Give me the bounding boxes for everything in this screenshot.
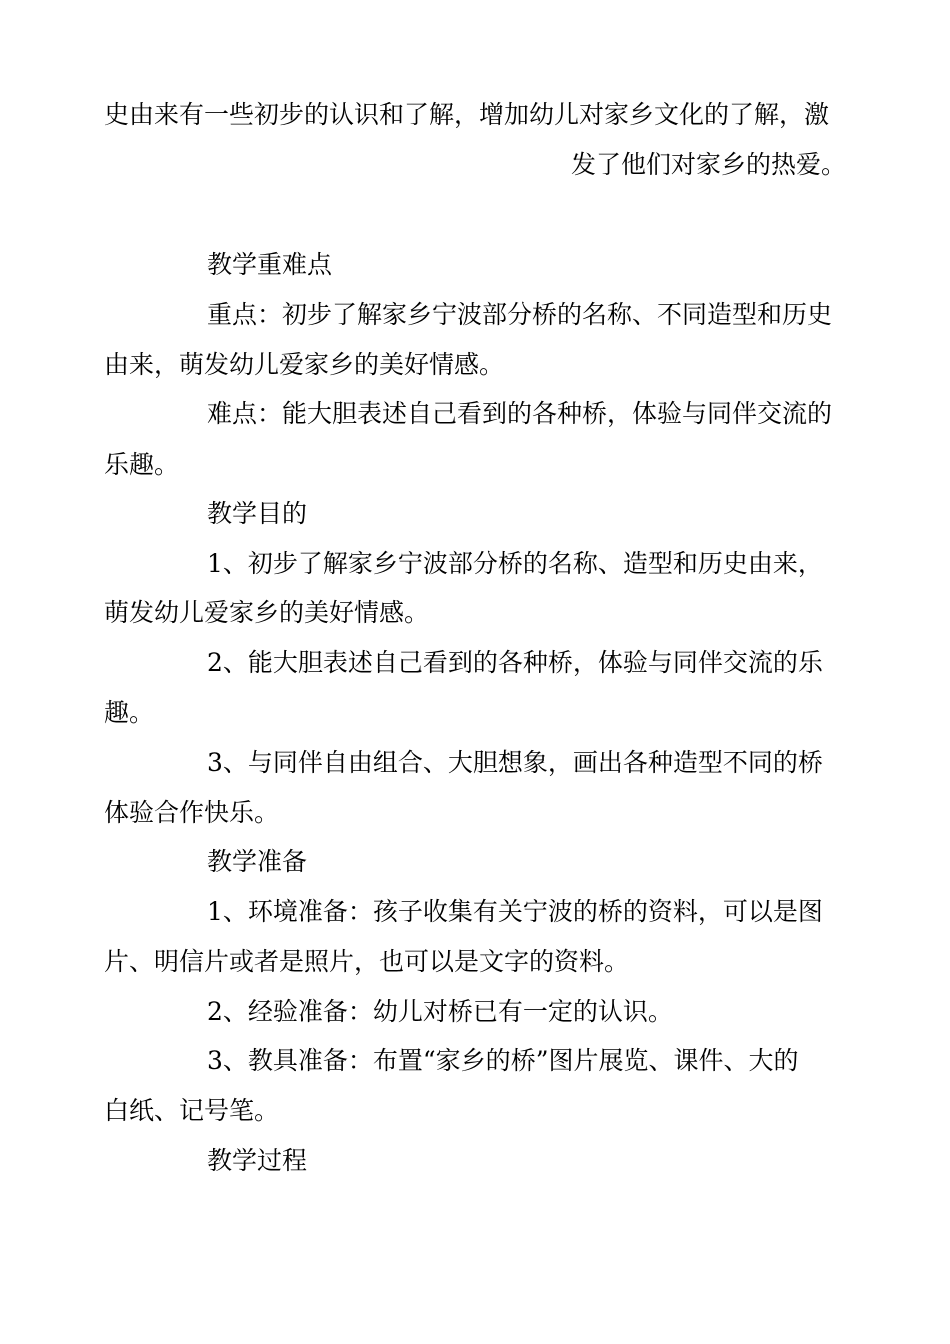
- objective-2-line-1: 2、能大胆表述自己看到的各种桥，体验与同伴交流的乐: [207, 648, 823, 677]
- heading-objectives: 教学目的: [207, 499, 308, 528]
- heading-preparation: 教学准备: [207, 847, 308, 876]
- objective-3-line-1: 3、与同伴自由组合、大胆想象，画出各种造型不同的桥: [207, 748, 823, 777]
- objective-1-line-2: 萌发幼儿爱家乡的美好情感。: [104, 598, 430, 627]
- objective-3-line-2: 体验合作快乐。: [104, 798, 280, 827]
- hard-point-line-2: 乐趣。: [104, 450, 180, 479]
- preparation-3-line-2: 白纸、记号笔。: [104, 1096, 280, 1125]
- objective-2-line-2: 趣。: [104, 698, 155, 727]
- preparation-1-line-1: 1、环境准备：孩子收集有关宁波的桥的资料，可以是图: [207, 897, 823, 926]
- intro-line-2: 发了他们对家乡的热爱。: [570, 150, 846, 179]
- preparation-1-line-2: 片、明信片或者是照片，也可以是文字的资料。: [104, 947, 630, 976]
- intro-line-1: 史由来有一些初步的认识和了解，增加幼儿对家乡文化的了解，激: [104, 100, 830, 129]
- hard-point-line-1: 难点：能大胆表述自己看到的各种桥，体验与同伴交流的: [207, 399, 833, 428]
- key-point-line-1: 重点：初步了解家乡宁波部分桥的名称、不同造型和历史: [207, 300, 833, 329]
- key-point-line-2: 由来，萌发幼儿爱家乡的美好情感。: [104, 350, 505, 379]
- preparation-2-line-1: 2、经验准备：幼儿对桥已有一定的认识。: [207, 997, 673, 1026]
- preparation-3-line-1: 3、教具准备：布置“家乡的桥”图片展览、课件、大的: [207, 1046, 799, 1075]
- objective-1-line-1: 1、初步了解家乡宁波部分桥的名称、造型和历史由来，: [207, 549, 823, 578]
- heading-difficulty: 教学重难点: [207, 250, 333, 279]
- heading-process: 教学过程: [207, 1146, 308, 1175]
